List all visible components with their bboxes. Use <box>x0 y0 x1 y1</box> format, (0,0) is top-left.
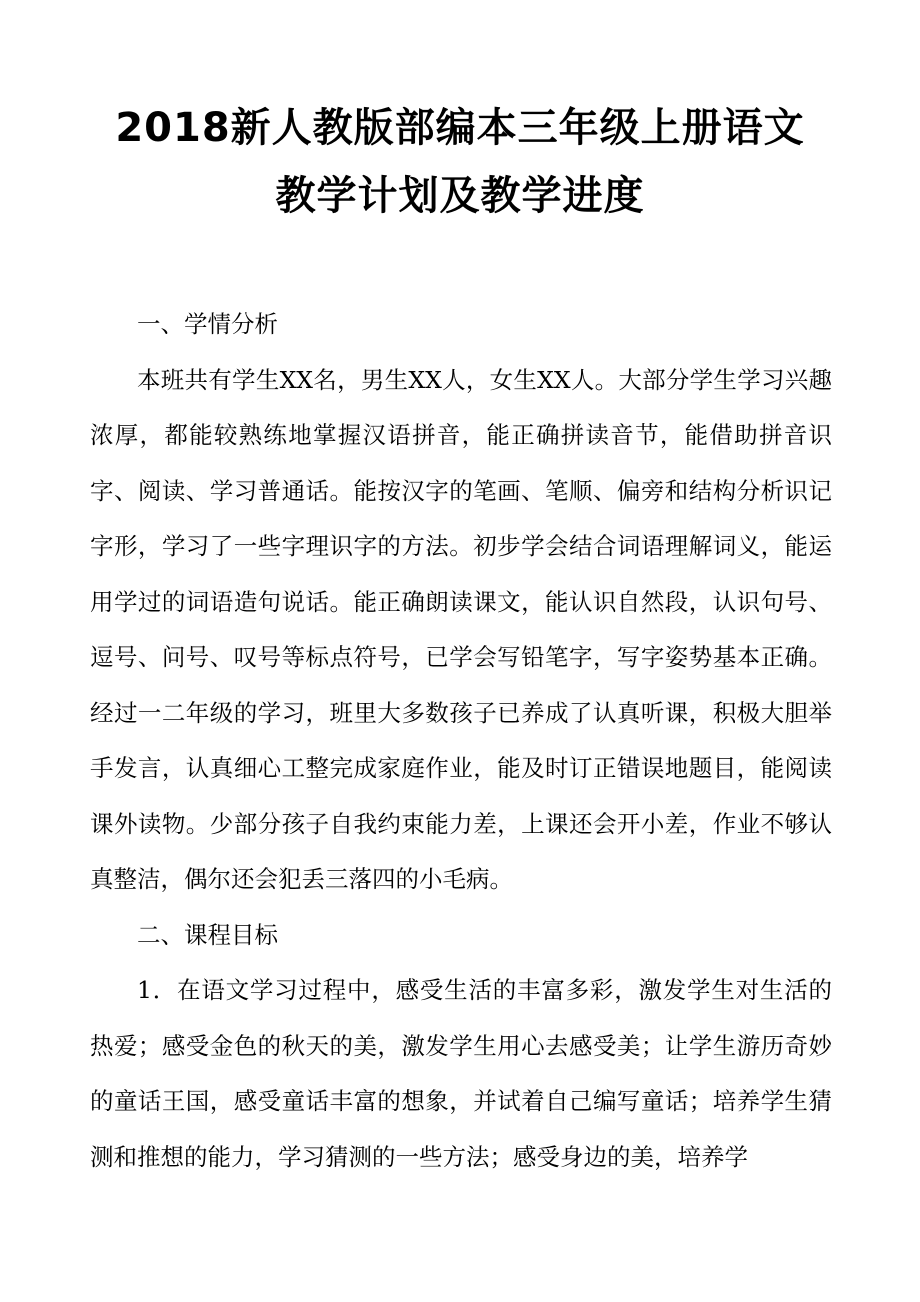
paragraph-learning-analysis: 本班共有学生XX名，男生XX人，女生XX人。大部分学生学习兴趣浓厚，都能较熟练地掌握汉语拼音，能正确拼读音节，能借助拼音识字、阅读、学习普通话。能按汉字的笔画、笔顺、偏旁和结构分析识记字形，学习了一些字理识字的方法。初步学会结合词语理解词义，能运用学过的词语造句说话。能正确朗读课文，能认识自然段，认识句号、逗号、问号、叹号等标点符号，已学会写铅笔字，写字姿势基本正确。经过一二年级的学习，班里大多数孩子已养成了认真听课，积极大胆举手发言，认真细心工整完成家庭作业，能及时订正错误地题目，能阅读课外读物。少部分孩子自我约束能力差，上课还会开小差，作业不够认真整洁，偶尔还会犯丢三落四的小毛病。 <box>90 365 832 893</box>
section-heading-learning-analysis: 一、学情分析 <box>137 310 278 338</box>
document-title-line-1: 2018新人教版部编本三年级上册语文 <box>115 105 805 151</box>
section-heading-course-goals: 二、课程目标 <box>137 920 278 949</box>
document-title-line-2: 教学计划及教学进度 <box>275 173 645 219</box>
document-body <box>90 297 832 1185</box>
paragraph-course-goals: 1．在语文学习过程中，感受生活的丰富多彩，激发学生对生活的热爱；感受金色的秋天的美，激发学生用心去感受美；让学生游历奇妙的童话王国，感受童话丰富的想象，并试着自己编写童话；培养学生猜测和推想的能力，学习猜测的一些方法；感受身边的美，培养学 <box>90 976 832 1171</box>
